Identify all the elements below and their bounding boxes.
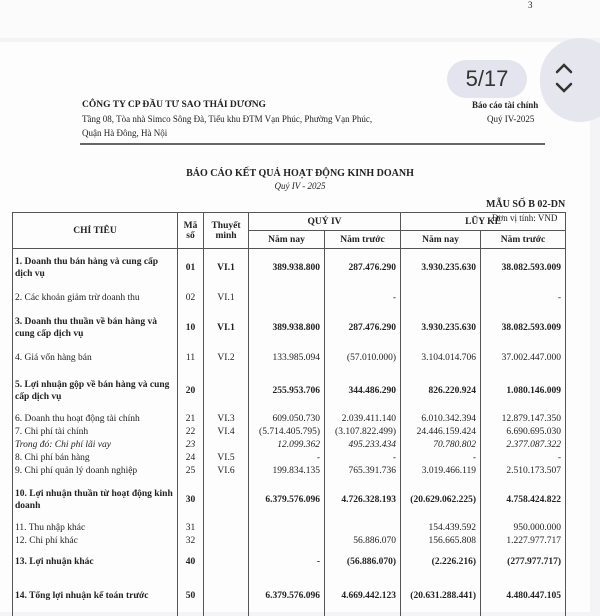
table-row	[13, 347, 566, 369]
table-row	[13, 576, 566, 616]
cell-code: 21	[178, 413, 204, 426]
cell-q-prev: 4.726.328.193	[325, 478, 401, 522]
cell-q-prev: 765.391.736	[325, 465, 401, 478]
currency-unit: Đơn vị tính: VND	[492, 213, 558, 223]
header-note: Thuyết minh	[204, 213, 249, 249]
cell-q-now: 389.938.800	[249, 309, 325, 347]
cell-q-now: 609.050.730	[249, 413, 325, 426]
cell-q-now: 133.985.094	[249, 347, 325, 369]
cell-q-now: 389.938.800	[249, 249, 325, 287]
cell-q-prev: (3.107.822.499)	[325, 426, 401, 439]
income-statement-table	[12, 212, 566, 616]
cell-y-now: -	[401, 452, 481, 465]
cell-code: 32	[178, 535, 204, 548]
cell-label: 12. Chi phí khác	[13, 535, 178, 548]
cell-q-now: 6.379.576.096	[249, 576, 325, 616]
cell-q-prev: -	[325, 452, 401, 465]
cell-note	[204, 548, 249, 576]
cell-label: 6. Doanh thu hoạt động tài chính	[13, 413, 178, 426]
header-ytd: LŨY KẾ	[401, 213, 566, 231]
cell-y-prev: 1.080.146.009	[481, 369, 566, 413]
cell-note	[204, 535, 249, 548]
cell-q-prev: 2.039.411.140	[325, 413, 401, 426]
company-address: Tầng 08, Tòa nhà Simco Sông Đà, Tiểu khu ĐTM Vạn Phúc, Phường Vạn Phúc,	[82, 114, 373, 124]
cell-code: 50	[178, 576, 204, 616]
cell-y-now: (20.631.288.441)	[401, 576, 481, 616]
header-code: Mã số	[178, 213, 204, 249]
cell-q-prev: -	[325, 287, 401, 309]
cell-y-prev: (277.977.717)	[481, 548, 566, 576]
page-counter: 5/17	[447, 60, 527, 98]
cell-y-now: (20.629.062.225)	[401, 478, 481, 522]
table-row	[13, 249, 566, 287]
cell-label: Trong đó: Chi phí lãi vay	[13, 439, 178, 452]
previous-page	[0, 0, 600, 38]
cell-q-now: 6.379.576.096	[249, 478, 325, 522]
cell-y-now: 154.439.592	[401, 522, 481, 535]
cell-q-now	[249, 535, 325, 548]
header-q-last-year: Năm trước	[325, 231, 401, 249]
report-period: Quý IV-2025	[487, 114, 535, 124]
report-type: Báo cáo tài chính	[472, 100, 539, 110]
table-row	[13, 522, 566, 535]
cell-label: 4. Giá vốn hàng bán	[13, 347, 178, 369]
cell-y-now: 6.010.342.394	[401, 413, 481, 426]
cell-label: 5. Lợi nhuận gộp về bán hàng và cung cấp dịch vụ	[13, 369, 178, 413]
cell-y-now: 3.019.466.119	[401, 465, 481, 478]
cell-note: VI.1	[204, 287, 249, 309]
cell-label: 13. Lợi nhuận khác	[13, 548, 178, 576]
table-row	[13, 413, 566, 426]
cell-note	[204, 439, 249, 452]
cell-y-prev: 2.377.087.322	[481, 439, 566, 452]
cell-code: 23	[178, 439, 204, 452]
chevron-up-down-icon	[554, 60, 574, 96]
cell-q-now: 199.834.135	[249, 465, 325, 478]
table-row	[13, 309, 566, 347]
cell-y-now: 3.104.014.706	[401, 347, 481, 369]
cell-note: VI.5	[204, 452, 249, 465]
cell-label: 10. Lợi nhuận thuần từ hoạt động kinh doanh	[13, 478, 178, 522]
cell-code: 30	[178, 478, 204, 522]
table-row	[13, 535, 566, 548]
cell-note: VI.1	[204, 309, 249, 347]
header-quarter: QUÝ IV	[249, 213, 401, 231]
report-title: BÁO CÁO KẾT QUẢ HOẠT ĐỘNG KINH DOANH	[186, 168, 414, 179]
cell-q-prev: 287.476.290	[325, 249, 401, 287]
cell-y-prev: -	[481, 452, 566, 465]
cell-label: 11. Thu nhập khác	[13, 522, 178, 535]
cell-q-prev: 4.669.442.123	[325, 576, 401, 616]
cell-code: 02	[178, 287, 204, 309]
cell-code: 10	[178, 309, 204, 347]
table-row	[13, 465, 566, 478]
cell-q-prev: 344.486.290	[325, 369, 401, 413]
cell-y-now: 3.930.235.630	[401, 249, 481, 287]
page-number: 3	[528, 0, 533, 10]
cell-q-prev: 495.233.434	[325, 439, 401, 452]
cell-y-prev: 2.510.173.507	[481, 465, 566, 478]
cell-label: 8. Chi phí bán hàng	[13, 452, 178, 465]
cell-label: 1. Doanh thu bán hàng và cung cấp dịch vụ	[13, 249, 178, 287]
cell-label: 2. Các khoản giảm trừ doanh thu	[13, 287, 178, 309]
cell-code: 40	[178, 548, 204, 576]
cell-label: 7. Chi phí tài chính	[13, 426, 178, 439]
cell-q-now: (5.714.405.795)	[249, 426, 325, 439]
cell-y-prev: 1.227.977.717	[481, 535, 566, 548]
cell-q-now: -	[249, 452, 325, 465]
cell-label: 3. Doanh thu thuần về bán hàng và cung cấp dịch vụ	[13, 309, 178, 347]
table-row	[13, 478, 566, 522]
cell-q-now	[249, 522, 325, 535]
cell-y-prev: 950.000.000	[481, 522, 566, 535]
cell-q-prev	[325, 522, 401, 535]
cell-y-now	[401, 287, 481, 309]
table-row	[13, 452, 566, 465]
cell-code: 20	[178, 369, 204, 413]
header-ytd-this-year: Năm nay	[401, 231, 481, 249]
company-address-2: Quận Hà Đông, Hà Nội	[82, 128, 168, 138]
cell-label: 9. Chi phí quản lý doanh nghiệp	[13, 465, 178, 478]
cell-code: 01	[178, 249, 204, 287]
cell-q-now: -	[249, 548, 325, 576]
cell-y-now: 156.665.808	[401, 535, 481, 548]
cell-note	[204, 576, 249, 616]
cell-q-prev: (56.886.070)	[325, 548, 401, 576]
cell-y-prev: 6.690.695.030	[481, 426, 566, 439]
cell-note	[204, 522, 249, 535]
header-divider	[80, 143, 545, 145]
cell-y-now: 826.220.924	[401, 369, 481, 413]
cell-q-prev: 287.476.290	[325, 309, 401, 347]
cell-note: VI.6	[204, 465, 249, 478]
table-row	[13, 369, 566, 413]
cell-note	[204, 478, 249, 522]
cell-y-prev: 4.758.424.822	[481, 478, 566, 522]
cell-y-prev: 4.480.447.105	[481, 576, 566, 616]
report-subtitle: Quý IV - 2025	[274, 181, 326, 191]
cell-label: 14. Tổng lợi nhuận kế toán trước	[13, 576, 178, 616]
cell-note: VI.3	[204, 413, 249, 426]
cell-y-prev: 38.082.593.009	[481, 249, 566, 287]
header-ytd-last-year: Năm trước	[481, 231, 566, 249]
cell-y-prev: 38.082.593.009	[481, 309, 566, 347]
table-row	[13, 426, 566, 439]
cell-note: VI.4	[204, 426, 249, 439]
cell-code: 31	[178, 522, 204, 535]
cell-note	[204, 369, 249, 413]
cell-code: 11	[178, 347, 204, 369]
cell-note: VI.1	[204, 249, 249, 287]
cell-y-prev: -	[481, 287, 566, 309]
cell-q-now: 12.099.362	[249, 439, 325, 452]
cell-q-now: 255.953.706	[249, 369, 325, 413]
cell-y-prev: 12.879.147.350	[481, 413, 566, 426]
cell-q-prev: (57.010.000)	[325, 347, 401, 369]
cell-y-now: 24.446.159.424	[401, 426, 481, 439]
table-row	[13, 287, 566, 309]
cell-y-prev: 37.002.447.000	[481, 347, 566, 369]
form-number: MẪU SỐ B 02-DN	[486, 199, 566, 210]
cell-q-prev: 56.886.070	[325, 535, 401, 548]
cell-q-now	[249, 287, 325, 309]
cell-y-now: (2.226.216)	[401, 548, 481, 576]
company-name: CÔNG TY CP ĐẦU TƯ SAO THÁI DƯƠNG	[82, 100, 266, 110]
cell-code: 22	[178, 426, 204, 439]
header-q-this-year: Năm nay	[249, 231, 325, 249]
cell-code: 24	[178, 452, 204, 465]
cell-y-now: 3.930.235.630	[401, 309, 481, 347]
cell-code: 25	[178, 465, 204, 478]
table-row	[13, 548, 566, 576]
cell-y-now: 70.780.802	[401, 439, 481, 452]
cell-note: VI.2	[204, 347, 249, 369]
table-row	[13, 439, 566, 452]
header-item: CHỈ TIÊU	[13, 213, 178, 249]
